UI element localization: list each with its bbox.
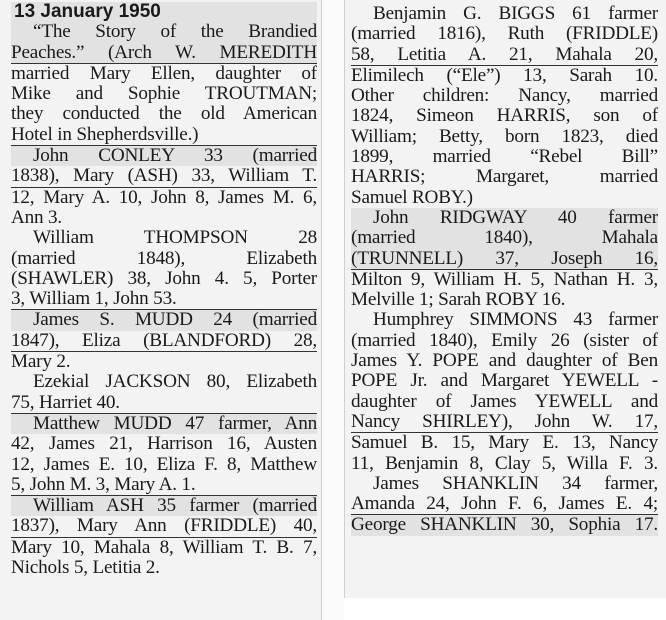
text-line: 1899, married “Rebel Bill” — [351, 147, 658, 168]
census-entry-start: Benjamin G. BIGGS 61 farmer — [373, 4, 658, 24]
text-line: 42, James 21, Harrison 16, Austen — [11, 434, 317, 455]
census-entry-start: Matthew MUDD 47 farmer, Ann — [11, 413, 317, 434]
census-entry-start: Ezekial JACKSON 80, Elizabeth — [33, 372, 317, 393]
text-line: Milton 9, William H. 5, Nathan H. 3, — [351, 269, 658, 290]
text-line: Nancy SHIRLEY), John W. 17, — [351, 411, 658, 432]
text-line: (married 1816), Ruth (FRIDDLE) — [351, 24, 658, 45]
text-line: “The Story of the Brandied — [11, 22, 317, 42]
text-line: 12, Mary A. 10, John 8, James M. 6, — [11, 187, 317, 208]
text-line: (married 1840), Mahala — [351, 228, 658, 249]
text-line: Elimilech (“Ele”) 13, Sarah 10. — [351, 65, 658, 86]
census-entry-start: James S. MUDD 24 (married — [11, 309, 317, 330]
text-line: George SHANKLIN 30, Sophia 17. — [351, 515, 658, 536]
census-entry-start: William ASH 35 farmer (married — [11, 495, 317, 516]
article-date-heading: 13 January 1950 — [11, 2, 317, 22]
census-entry-start: John CONLEY 33 (married — [11, 145, 317, 166]
text-line: married Mary Ellen, daughter of — [11, 63, 317, 84]
text-line: Melville 1; Sarah ROBY 16. — [351, 290, 566, 311]
text-line: 11, Benjamin 8, Clay 5, Willa F. 3. — [351, 453, 658, 474]
text-line: Ann 3. — [11, 207, 63, 228]
text-line: 1837), Mary Ann (FRIDDLE) 40, — [11, 516, 317, 537]
text-line: Peaches.” (Arch W. MEREDITH — [11, 42, 317, 63]
text-line: James Y. POPE and daughter of Ben — [351, 351, 658, 372]
text-line: HARRIS; Margaret, married — [351, 167, 658, 188]
text-line: William; Betty, born 1823, died — [351, 126, 658, 147]
text-line: they conducted the old American — [11, 104, 317, 125]
text-line: Mike and Sophie TROUTMAN; — [11, 84, 317, 105]
text-line: 75, Harriet 40. — [11, 392, 120, 413]
right-text-column — [344, 0, 666, 598]
text-line: 12, James E. 10, Eliza F. 8, Matthew — [11, 454, 317, 475]
census-entry-start: William THOMPSON 28 — [33, 228, 317, 249]
text-line: Other children: Nancy, married — [351, 86, 658, 107]
text-line: 3, William 1, John 53. — [11, 289, 177, 310]
text-line: Mary 10, Mahala 8, William T. B. 7, — [11, 537, 317, 558]
text-line: POPE Jr. and Margaret YEWELL - — [351, 371, 658, 392]
census-entry-start: James SHANKLIN 34 farmer, — [373, 473, 658, 494]
text-line: (married 1848), Elizabeth — [11, 248, 317, 269]
text-line: 1838), Mary (ASH) 33, William T. — [11, 166, 317, 187]
text-line: daughter of James YEWELL and — [351, 391, 658, 412]
text-line: Amanda 24, John F. 6, James E. 4; — [351, 494, 658, 515]
text-line: Nichols 5, Letitia 2. — [11, 558, 160, 579]
text-line: Samuel B. 15, Mary E. 13, Nancy — [351, 433, 658, 454]
left-text-column — [0, 0, 322, 620]
text-line: 58, Letitia A. 21, Mahala 20, — [351, 44, 658, 65]
text-line: Mary 2. — [11, 352, 71, 373]
text-line: (SHAWLER) 38, John 4. 5, Porter — [11, 268, 317, 289]
text-line: 5, John M. 3, Mary A. 1. — [11, 474, 196, 495]
census-entry-start: John RIDGWAY 40 farmer — [351, 208, 658, 228]
text-line: 1847), Eliza (BLANDFORD) 28, — [11, 330, 317, 351]
column-gutter — [322, 0, 344, 620]
text-line: (married 1840), Emily 26 (sister of — [351, 330, 658, 351]
text-line: 1824, Simeon HARRIS, son of — [351, 106, 658, 127]
text-line: Samuel ROBY.) — [351, 187, 473, 208]
text-line: Hotel in Shepherdsville.) — [11, 124, 199, 145]
census-entry-start: Humphrey SIMMONS 43 farmer — [373, 310, 658, 331]
text-line: (TRUNNELL) 37, Joseph 16, — [351, 248, 658, 269]
